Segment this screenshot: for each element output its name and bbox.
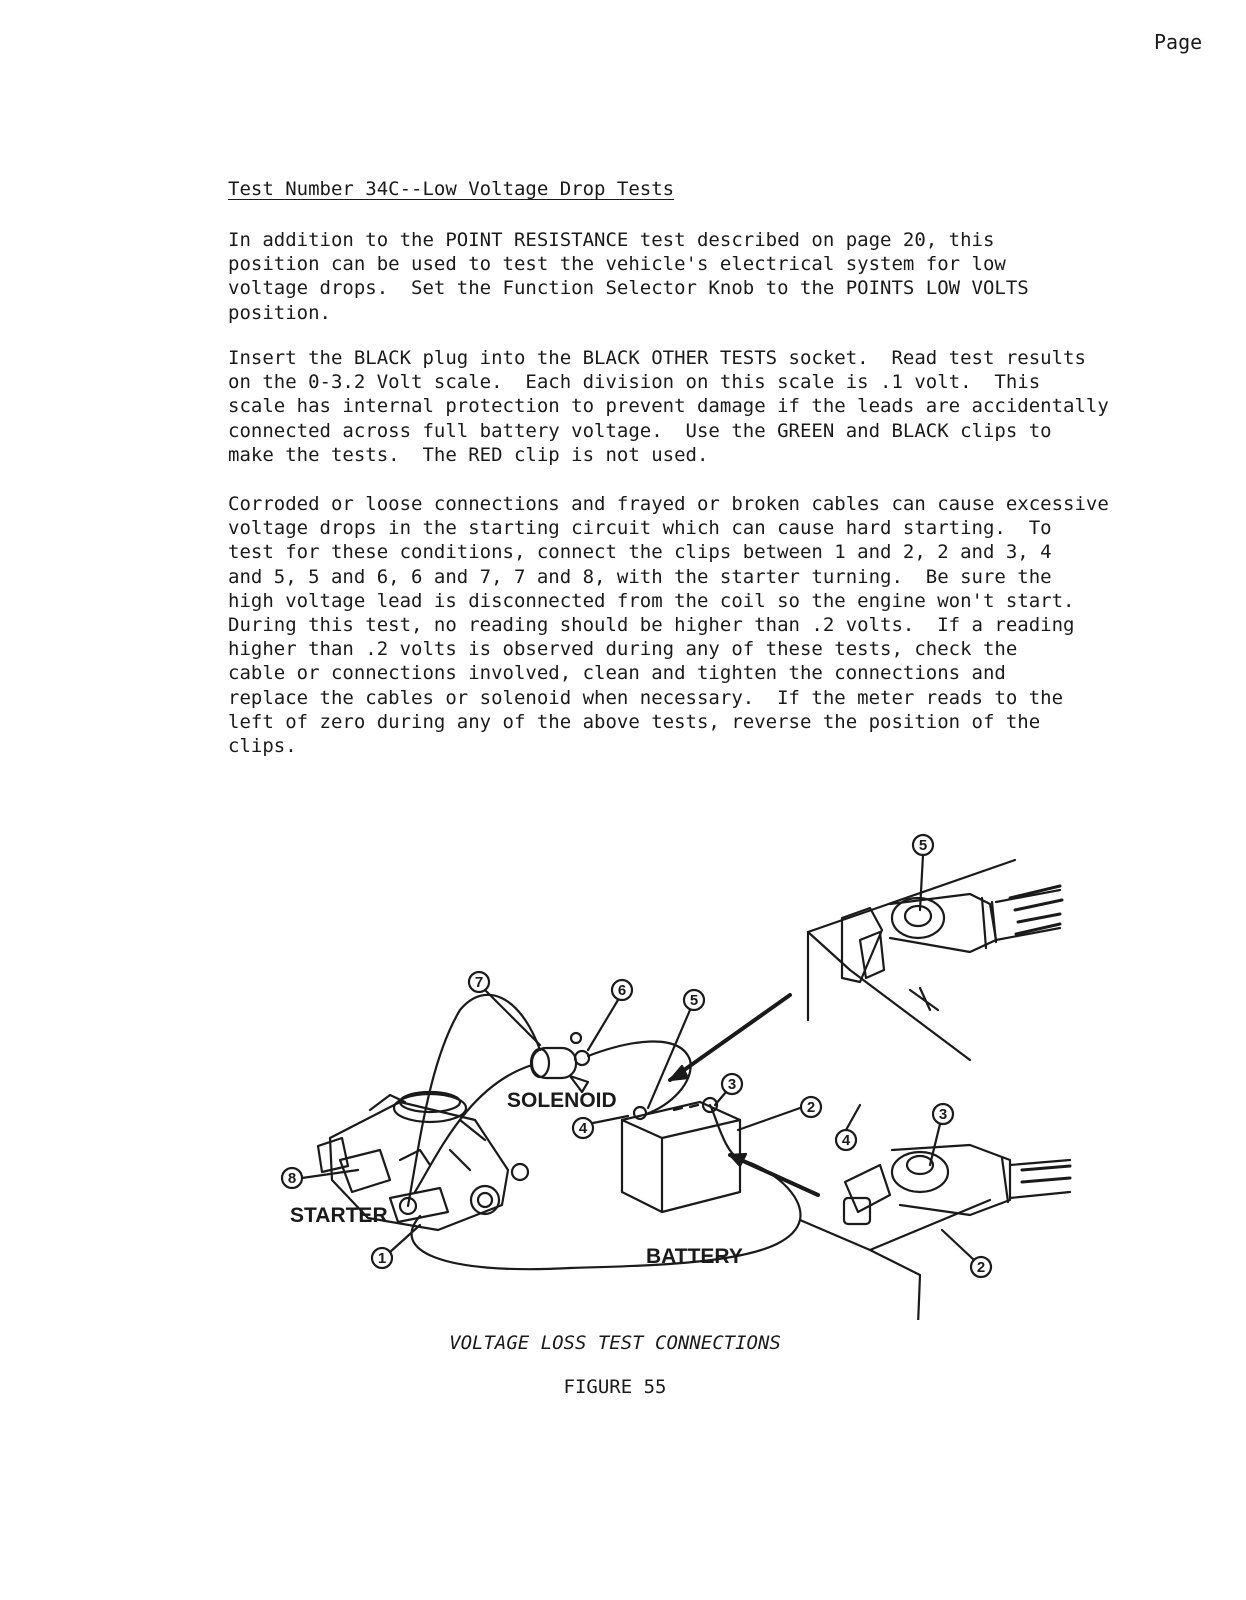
callout-3: 3 [938,1106,948,1123]
terminal-detail-top [808,860,1062,1060]
battery-drawing [622,1098,740,1212]
figure-number: FIGURE 55 [563,1376,667,1398]
callout-3: 3 [727,1076,737,1093]
callout-2: 2 [976,1259,986,1276]
callout-5: 5 [918,837,928,854]
starter-label: STARTER [290,1204,388,1227]
paragraph-procedure: Corroded or loose connections and frayed or broken cables can cause excessive voltage drops in the starting circuit which can cause hard starting. To test for these conditions, connect the clips between 1 and 2, 2 and 3, 4 and 5, 5 and 6, 6 and 7, 7 and 8, with the starter turning. Be sure the high voltage lead is disconnected from the coil so the engine won't start. During this test, no reading should be higher than .2 volts. If a reading higher than .2 volts is observed during any of these tests, check the cable or connections involved, clean and tighten the connections and replace the cables or solenoid when necessary. If the meter reads to the left of zero during any of the above tests, reverse the position of the clips. [228,493,1109,758]
callout-4: 4 [841,1132,851,1149]
callout-5: 5 [689,992,699,1009]
battery-label: BATTERY [646,1245,743,1268]
callout-7: 7 [474,974,484,991]
page-label: Page [1154,30,1203,54]
figure-caption: VOLTAGE LOSS TEST CONNECTIONS [449,1332,781,1354]
callout-8: 8 [287,1170,297,1187]
terminal-detail-bottom [800,1145,1070,1320]
callout-1: 1 [377,1250,387,1267]
paragraph-intro: In addition to the POINT RESISTANCE test described on page 20, this position can be used to test the vehicle's electrical system for low voltage drops. Set the Function Selector Knob to the POINTS LOW VOLTS position. [228,229,1029,324]
callout-6: 6 [617,982,627,999]
callout-4: 4 [578,1120,588,1137]
voltage-loss-diagram [270,820,1100,1320]
callout-2: 2 [806,1099,816,1116]
solenoid-drawing [531,1033,589,1092]
solenoid-label: SOLENOID [507,1089,617,1112]
paragraph-setup: Insert the BLACK plug into the BLACK OTHER TESTS socket. Read test results on the 0-3.2 Volt scale. Each division on this scale is .1 volt. This scale has internal protection to prevent damage if the leads are accidentally connected across full battery voltage. Use the GREEN and BLACK clips to make the tests. The RED clip is not used. [228,347,1109,466]
section-title: Test Number 34C--Low Voltage Drop Tests [228,178,675,200]
